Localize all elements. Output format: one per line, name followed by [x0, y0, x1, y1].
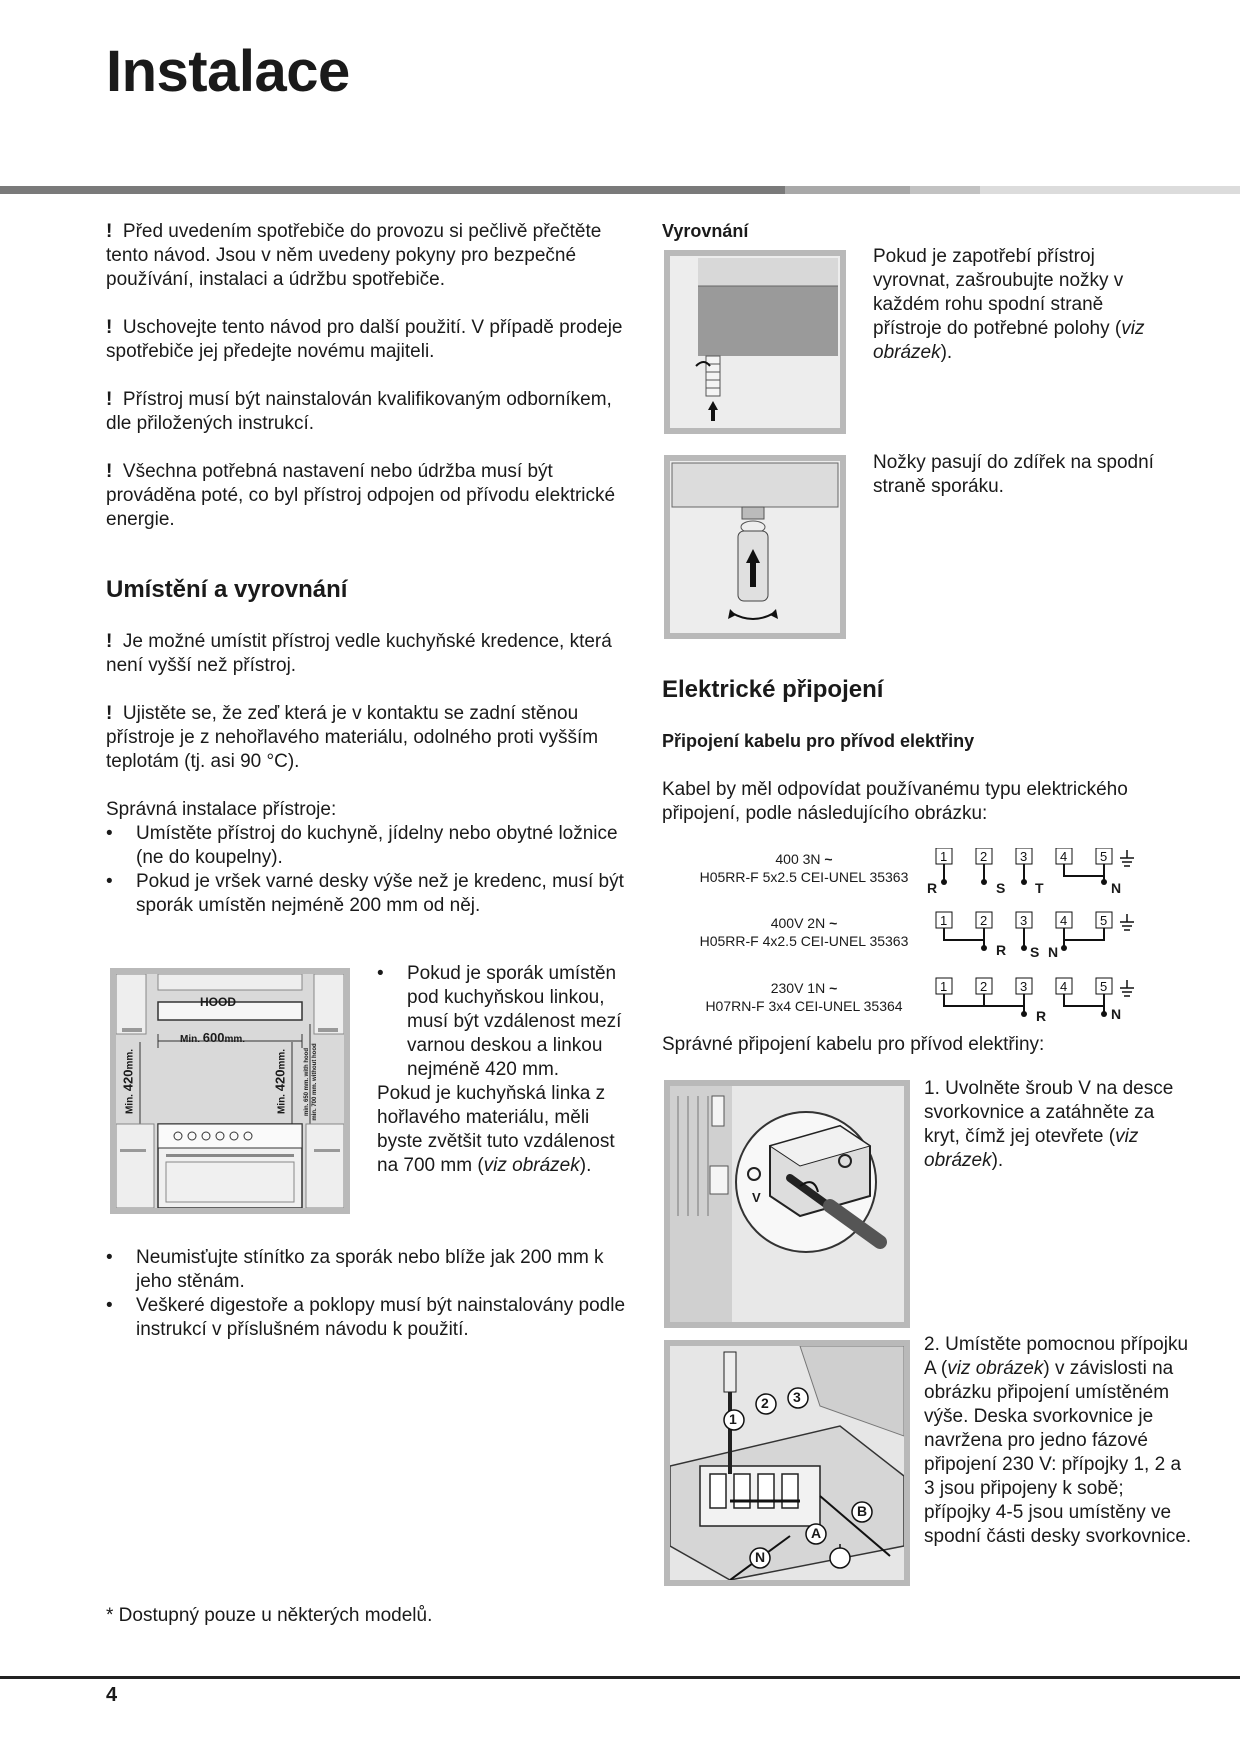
svg-text:2: 2 — [980, 979, 988, 994]
terminal-1: 1 — [940, 849, 948, 864]
screw-v-label: V — [752, 1190, 761, 1205]
hood-paragraph: Pokud je kuchyňská linka z hořlavého materiálu, měli byste zvětšit tuto vzdálenost na 700 mm (viz obrázek). — [377, 1083, 615, 1176]
hood-clearance-figure — [110, 968, 350, 1214]
page-number: 4 — [106, 1684, 118, 1706]
right-min-420-label: Min. 420mm. — [272, 1048, 288, 1115]
marker-n: N — [755, 1549, 766, 1565]
marker-a: A — [811, 1525, 822, 1541]
terminal-cover-figure — [664, 1080, 910, 1328]
header-rule-mid2 — [910, 186, 980, 194]
step2-text: 2. Umístěte pomocnou přípojku A (viz obrázek) v závislosti na obrázku připojení umístěném výše. Deska svorkovnice je navržena pro jedno fázové připojení 230 V: přípojky 1, 2 a 3 jsou připojeny k sobě; přípojky 4-5 jsou umístěny ve spodní části desky svorkovnice. — [924, 1334, 1192, 1547]
header-rule — [0, 186, 1240, 194]
terminal-row-2 — [936, 912, 1112, 951]
warning-paragraph: ! Uschovejte tento návod pro další použití. V případě prodeje spotřebiče jej předejte novému majiteli. — [106, 317, 623, 362]
intro-warnings — [106, 220, 626, 532]
marker-3: 3 — [793, 1389, 801, 1405]
terminal-row-3 — [936, 978, 1112, 1017]
warning-paragraph: ! Je možné umístit přístroj vedle kuchyňské kredence, která není vyšší než přístroj. — [106, 631, 612, 676]
list-item: • Neumisťujte stínítko za sporák nebo blíže jak 200 mm k jeho stěnám. — [106, 1246, 626, 1294]
header-rule-dark — [0, 186, 785, 194]
phase-label-n: N — [1048, 944, 1059, 960]
hood-notes: min. 650 mm. with hood min. 700 mm. without hood — [304, 1043, 318, 1121]
phase-label-s: S — [996, 880, 1006, 896]
subheading-cable: Připojení kabelu pro přívod elektřiny — [662, 731, 975, 751]
warning-paragraph: ! Přístroj musí být nainstalován kvalifikovaným odborníkem, dle přiložených instrukcí. — [106, 389, 612, 434]
leveling-diagram-2 — [670, 461, 840, 633]
bottom-list — [106, 1246, 626, 1342]
svg-text:2: 2 — [980, 913, 988, 928]
list-item: • Umístěte přístroj do kuchyně, jídelny nebo obytné ložnice (ne do koupelny). — [106, 822, 626, 870]
terminal-cover-diagram — [670, 1086, 904, 1322]
bottom-list-block — [106, 1246, 626, 1342]
leveling-figure-1 — [664, 250, 846, 434]
wiring-label-1: 400 3N ~ H05RR-F 5x2.5 CEI-UNEL 35363 — [699, 851, 909, 885]
correct-connection-text: Správné připojení kabelu pro přívod elektřiny: — [662, 1034, 1045, 1055]
step1-text: 1. Uvolněte šroub V na desce svorkovnice a zatáhněte za kryt, čímž jej otevřete (viz obrázek). — [924, 1078, 1174, 1171]
phase-label-r: R — [996, 942, 1007, 958]
terminal-3: 3 — [1020, 849, 1028, 864]
phase-label-n: N — [1111, 880, 1122, 896]
placement-text — [106, 630, 626, 918]
header-rule-light — [980, 186, 1240, 194]
terminal-4: 4 — [1060, 849, 1068, 864]
phase-label-s: S — [1030, 944, 1040, 960]
footer-rule — [0, 1676, 1240, 1679]
phase-label-r: R — [1036, 1008, 1047, 1024]
svg-text:3: 3 — [1020, 979, 1028, 994]
leveling-diagram-1 — [670, 256, 840, 428]
terminal-diagram-svg — [924, 848, 1134, 1028]
terminal-connection-figure — [664, 1340, 910, 1586]
terminal-5: 5 — [1100, 849, 1108, 864]
hood-text — [377, 962, 627, 1178]
footnote: * Dostupný pouze u některých modelů. — [106, 1605, 433, 1626]
phase-label-t: T — [1035, 880, 1044, 896]
warning-paragraph: ! Všechna potřebná nastavení nebo údržba musí být prováděna poté, co byl přístroj odpojen od přívodu elektrické energie. — [106, 461, 616, 530]
svg-text:1: 1 — [940, 979, 948, 994]
list-item: • Pokud je sporák umístěn pod kuchyňskou linkou, musí být vzdálenost mezí varnou deskou a linkou nejméně 420 mm. — [377, 962, 627, 1082]
wiring-diagrams — [662, 848, 1232, 1028]
svg-text:1: 1 — [940, 913, 948, 928]
left-min-420-label: Min. 420mm. — [120, 1048, 136, 1115]
page-title: Instalace — [106, 39, 350, 104]
phase-label-n: N — [1111, 1006, 1122, 1022]
warning-paragraph: ! Ujistěte se, že zeď která je v kontaktu se zadní stěnou přístroje je z nehořlavého materiálu, odolného proti vyšším teplotám (tj. asi 90 °C). — [106, 703, 599, 772]
marker-1: 1 — [729, 1411, 737, 1427]
phase-label-r: R — [927, 880, 938, 896]
list-item: • Pokud je vršek varné desky výše než je kredenc, musí být sporák umístěn nejméně 200 mm od něj. — [106, 870, 626, 918]
section-heading-electrical: Elektrické připojení — [662, 676, 884, 703]
leveling-heading: Vyrovnání — [662, 221, 749, 241]
marker-b: B — [857, 1503, 868, 1519]
ac-symbol-icon: ~ — [829, 980, 838, 996]
wiring-label-2: 400V 2N ~ H05RR-F 4x2.5 CEI-UNEL 35363 — [699, 915, 909, 949]
svg-text:4: 4 — [1060, 979, 1068, 994]
leveling-text-2: Nožky pasují do zdířek na spodní straně sporáku. — [873, 452, 1154, 497]
leveling-figure-2 — [664, 455, 846, 639]
terminal-connection-diagram — [670, 1346, 904, 1580]
wiring-label-3: 230V 1N ~ H07RN-F 3x4 CEI-UNEL 35364 — [705, 980, 903, 1014]
hood-label: HOOD — [200, 995, 236, 1009]
svg-text:3: 3 — [1020, 913, 1028, 928]
install-list — [106, 822, 626, 918]
svg-text:5: 5 — [1100, 913, 1108, 928]
ac-symbol-icon: ~ — [829, 915, 838, 931]
svg-text:4: 4 — [1060, 913, 1068, 928]
header-rule-mid — [785, 186, 910, 194]
list-item: • Veškeré digestoře a poklopy musí být nainstalovány podle instrukcí v příslušném návodu k použití. — [106, 1294, 626, 1342]
install-intro: Správná instalace přístroje: — [106, 799, 337, 820]
warning-paragraph: ! Před uvedením spotřebiče do provozu si pečlivě přečtěte tento návod. Jsou v něm uvedeny pokyny pro bezpečné používání, instalaci a údržbu spotřebiče. — [106, 221, 602, 290]
terminal-2: 2 — [980, 849, 988, 864]
svg-text:5: 5 — [1100, 979, 1108, 994]
marker-2: 2 — [761, 1395, 769, 1411]
ground-icon — [1120, 850, 1134, 996]
cable-text: Kabel by měl odpovídat používanému typu elektrického připojení, podle následujícího obrázku: — [662, 779, 1128, 824]
hood-list — [377, 962, 627, 1082]
section-heading-placement: Umístění a vyrovnání — [106, 576, 348, 603]
leveling-text-1: Pokud je zapotřebí přístroj vyrovnat, zašroubujte nožky v každém rohu spodní straně přístroje do potřebné polohy (viz obrázek). — [873, 246, 1145, 363]
ac-symbol-icon: ~ — [824, 851, 833, 867]
min-600-label: Min. 600mm. — [180, 1030, 246, 1045]
terminal-row-1 — [936, 848, 1112, 885]
